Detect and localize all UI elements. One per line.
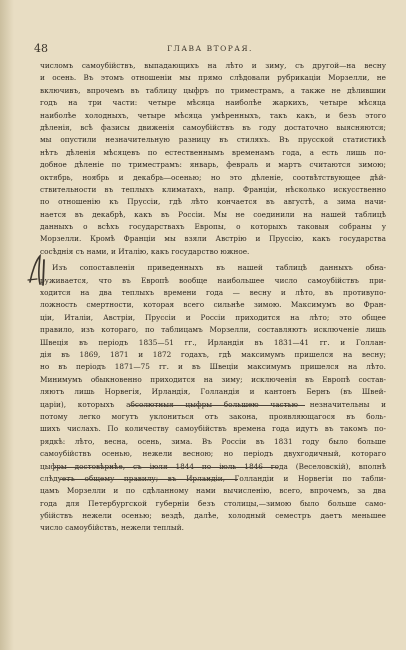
pencil-underline bbox=[60, 479, 238, 480]
text-line: числомъ самоубійствъ, выпадающихъ на лѣто и зиму, съ другой—на весну bbox=[40, 61, 386, 70]
chapter-title: ГЛАВА ВТОРАЯ. bbox=[167, 44, 253, 53]
text-line: убійствъ нежели осенью; вездѣ, далѣе, холодный семестръ даетъ меньшее bbox=[40, 511, 386, 521]
text-line: нается въ декабрѣ, какъ въ Россіи. Мы не соединили на нашей таблицѣ bbox=[40, 209, 386, 219]
text-line: дѣленія, всѣ фазисы движенія самоубійствъ въ году достаточно выясняются; bbox=[40, 122, 386, 132]
text-line: ляютъ лишь Норвегія, Ирландія, Голландія и кантонъ Бернъ (въ Швей- bbox=[40, 387, 386, 397]
text-line: Минимумъ обыкновенно приходится на зиму; исключенія въ Европѣ состав- bbox=[40, 374, 386, 384]
text-line: правило, изъ котораго, по таблицамъ Морзелли, составляютъ исключеніе лишь bbox=[40, 325, 386, 335]
text-line: добное дѣленіе по триместрамъ: январь, февраль и мартъ считаются зимою; bbox=[40, 160, 386, 170]
text-line: но въ періодъ 1871—75 гг. и въ Швеціи максимумъ пришелся на лѣто. bbox=[40, 362, 386, 372]
pencil-underline bbox=[130, 405, 305, 406]
pencil-margin-mark bbox=[26, 252, 54, 290]
text-line: Морзелли. Кромѣ Франціи мы взяли Австрію и Пруссію, какъ государства bbox=[40, 234, 386, 244]
text-line: октябрь, ноябрь и декабрь—осенью; но это дѣленіе, соотвѣтствующее дѣй- bbox=[40, 172, 386, 182]
text-line: число самоубійствъ, нежели теплый. bbox=[40, 523, 184, 533]
text-line: слѣдуетъ общему правилу; въ Ирландіи, Голландіи и Норвегіи по табли- bbox=[40, 473, 386, 483]
text-line: ціи, Италіи, Австріи, Пруссіи и Россіи приходится на лѣто; это общее bbox=[40, 312, 386, 322]
text-line: года для Петербургской губерніи безъ столицы,—зимою было больше само- bbox=[40, 498, 386, 508]
text-line: данныхъ о всѣхъ государствахъ Европы, о которыхъ таковыя собраны у bbox=[40, 222, 386, 232]
text-line: потому легко могутъ уклониться отъ закона, проявляющагося въ боль- bbox=[40, 411, 386, 421]
text-line: сосѣднія съ нами, и Италію, какъ государство южное. bbox=[40, 246, 250, 256]
text-line: шихъ числахъ. По количеству самоубійствъ времена года идутъ въ такомъ по- bbox=[40, 424, 386, 434]
text-line: цыфры достовѣрнѣе, съ іюля 1844 по іюль 1846 года (Веселовскій), вполнѣ bbox=[40, 461, 386, 471]
text-line: дія въ 1869, 1871 и 1872 годахъ, гдѣ максимумъ пришелся на весну; bbox=[40, 349, 386, 359]
text-line: ствительности въ теплыхъ климатахъ, напр. Франціи, нѣсколько искусственно bbox=[40, 184, 386, 194]
text-line: Изъ сопоставленія приведенныхъ въ нашей таблицѣ данныхъ обна- bbox=[52, 263, 386, 273]
text-line: ложность смертности, которая всего сильнѣе зимою. Максимумъ во Фран- bbox=[40, 300, 386, 310]
text-line: Швеція въ періодъ 1835—51 гг., Ирландія въ 1831—41 гг. и Голлан- bbox=[40, 337, 386, 347]
text-line: цамъ Морзелли и по сдѣланному нами вычисленію, всего, впрочемъ, за два bbox=[40, 486, 386, 496]
page-header bbox=[34, 42, 386, 56]
text-line: годъ на три части: четыре мѣсяца наиболѣе жаркихъ, четыре мѣсяца bbox=[40, 98, 386, 108]
paragraph-2 bbox=[40, 262, 386, 535]
pencil-underline bbox=[54, 467, 278, 468]
text-line: рядкѣ: лѣто, весна, осень, зима. Въ Россіи въ 1831 году было больше bbox=[40, 436, 386, 446]
text-line: и осень. Въ этомъ отношеніи мы прямо слѣдовали рубрикаціи Морзелли, не bbox=[40, 73, 386, 83]
text-line: наиболѣе холодныхъ, четыре мѣсяца умѣренныхъ, такъ какъ, и безъ этого bbox=[40, 110, 386, 120]
text-line: нѣтъ дѣленія мѣсяцевъ по естественнымъ временамъ года, а есть лишь по- bbox=[40, 147, 386, 157]
page-number: 48 bbox=[34, 42, 48, 55]
text-line: мы опустили незначительную разницу въ стиляхъ. Въ прусской статистикѣ bbox=[40, 135, 386, 145]
text-line: самоубійствъ осенью, нежели весною; но періодъ двухгодичный, котораго bbox=[40, 449, 386, 459]
text-line: включивъ, впрочемъ въ таблицу цыфръ по триместрамъ, а также не дѣлившии bbox=[40, 85, 386, 95]
text-line: царіи), которыхъ абсолютныя цыфры большею частью незначительны и bbox=[40, 399, 386, 409]
page-body bbox=[40, 60, 386, 535]
text-line: ходится на два теплыхъ времени года — весну и лѣто, въ противупо- bbox=[40, 288, 386, 298]
page-binding-shadow bbox=[0, 0, 14, 650]
text-line: руживается, что въ Европѣ вообще наибольшее число самоубійствъ при- bbox=[40, 275, 386, 285]
paragraph-1 bbox=[40, 60, 386, 258]
text-line: по отношенію къ Пруссіи, гдѣ лѣто кончается въ августѣ, а зима начи- bbox=[40, 197, 386, 207]
